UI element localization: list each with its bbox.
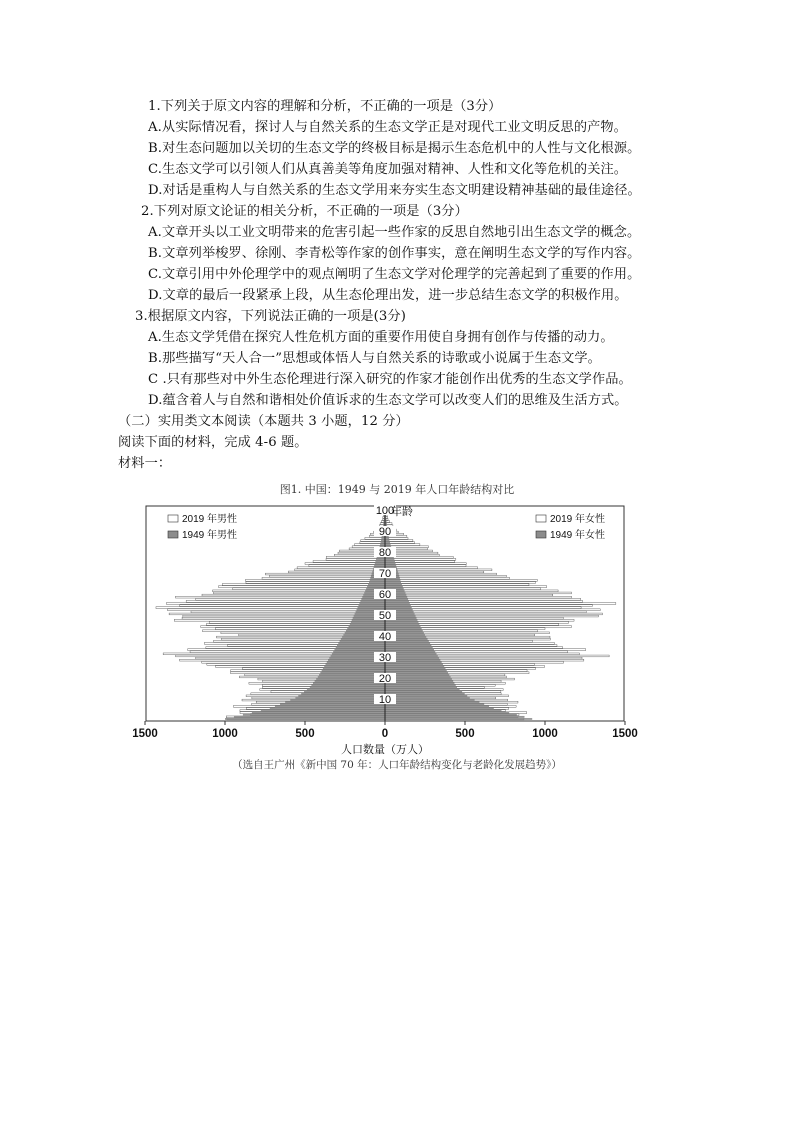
section-heading: （二）实用类文本阅读（本题共 3 小题，12 分） (118, 414, 409, 429)
bar-1949-female (385, 582, 401, 584)
chart-title: 图1. 中国：1949 与 2019 年人口年龄结构对比 (279, 483, 515, 496)
bar-1949-female (385, 716, 525, 718)
bar-2019-male (156, 607, 385, 609)
bar-2019-female (385, 563, 466, 565)
bar-1949-female (385, 563, 396, 565)
bar-1949-female (385, 710, 501, 712)
bar-2019-male (214, 592, 385, 594)
bar-1949-female (385, 705, 489, 707)
bar-1949-female (385, 603, 410, 605)
bar-2019-male (175, 596, 385, 598)
bar-1949-male (369, 582, 385, 584)
bar-2019-male (313, 561, 385, 563)
bar-1949-male (304, 691, 385, 693)
chart-source-caption: （选自王广州《新中国 70 年：人口年龄结构变化与老龄化发展趋势》） (232, 759, 562, 771)
bar-2019-male (309, 565, 385, 567)
bar-1949-male (367, 586, 385, 588)
bar-2019-female (385, 613, 602, 615)
bar-2019-female (385, 598, 581, 600)
bar-1949-male (381, 542, 385, 544)
bar-1949-male (357, 607, 385, 609)
bar-2019-female (385, 558, 456, 560)
bar-1949-male (275, 705, 385, 707)
bar-1949-female (385, 687, 457, 689)
bar-2019-male (219, 586, 385, 588)
bar-2019-male (295, 569, 385, 571)
x-tick-label: 1500 (612, 728, 638, 740)
bar-1949-male (298, 695, 385, 697)
x-tick-label: 0 (381, 728, 389, 740)
bar-1949-female (385, 540, 389, 542)
bar-2019-female (385, 577, 510, 579)
bar-2019-male (265, 573, 385, 575)
bar-2019-male (245, 579, 385, 581)
bar-2019-female (385, 596, 571, 598)
bar-1949-male (295, 697, 385, 699)
bar-1949-male (310, 687, 385, 689)
question-1-option-d: D.对话是重构人与自然关系的生态文学用来夯实生态文明建设精神基础的最佳途径。 (148, 183, 641, 198)
bar-1949-female (385, 584, 402, 586)
bar-2019-male (246, 582, 385, 584)
bar-2019-female (385, 588, 541, 590)
y-tick-label: 50 (378, 610, 392, 622)
bar-1949-female (385, 701, 479, 703)
bar-1949-female (385, 697, 470, 699)
y-tick-label: 60 (378, 589, 392, 601)
bar-1949-female (385, 699, 475, 701)
bar-1949-female (385, 718, 532, 720)
question-1-stem: 1.下列关于原文内容的理解和分析，不正确的一项是（3分） (148, 99, 502, 114)
question-3-option-b: B.那些描写“天人合一”思想或体悟人与自然关系的诗歌或小说属于生态文学。 (148, 351, 601, 366)
bar-2019-female (385, 605, 592, 607)
legend-label: 1949 年男性 (182, 530, 238, 541)
bar-1949-male (325, 663, 385, 665)
bar-1949-female (385, 626, 421, 628)
bar-1949-female (385, 565, 396, 567)
bar-1949-female (385, 712, 509, 714)
bar-2019-male (233, 588, 385, 590)
bar-2019-female (385, 600, 583, 602)
legend-swatch (536, 531, 546, 538)
question-2-option-b: B.文章列举梭罗、徐刚、李青松等作家的创作事实，意在阐明生态文学的写作内容。 (148, 246, 641, 261)
bar-2019-female (385, 615, 598, 617)
bar-1949-female (385, 689, 460, 691)
x-tick-label: 500 (295, 728, 315, 740)
legend-label: 2019 年女性 (550, 514, 606, 525)
bar-2019-male (186, 600, 385, 602)
bar-2019-female (385, 579, 537, 581)
bar-2019-male (288, 571, 385, 573)
question-3-option-a: A.生态文学凭借在探究人性危机方面的重要作用使自身拥有创作与传播的动力。 (148, 330, 614, 345)
legend-label: 2019 年男性 (182, 514, 238, 525)
bar-2019-female (385, 611, 586, 613)
bar-1949-male (336, 647, 385, 649)
bar-1949-female (385, 703, 484, 705)
y-axis-label: 年龄 (391, 506, 413, 518)
bar-1949-female (385, 605, 411, 607)
bar-1949-female (385, 642, 430, 644)
y-tick-label: 20 (378, 673, 392, 685)
legend-swatch (536, 515, 546, 522)
bar-2019-female (385, 567, 478, 569)
bar-1949-male (359, 603, 385, 605)
bar-2019-male (168, 609, 385, 611)
x-tick-label: 1500 (132, 728, 158, 740)
bar-1949-male (368, 584, 385, 586)
bar-1949-female (385, 708, 494, 710)
bar-2019-male (297, 567, 385, 569)
question-3-option-d: D.蕴含着人与自然和谐相处价值诉求的生态文学可以改变人们的思维及生活方式。 (148, 393, 628, 408)
y-tick-label: 100 (375, 505, 395, 517)
bar-1949-male (380, 544, 385, 546)
bar-1949-female (385, 607, 412, 609)
bar-1949-female (385, 544, 391, 546)
bar-2019-female (385, 603, 616, 605)
bar-2019-female (385, 594, 553, 596)
legend-swatch (168, 531, 178, 538)
legend-label: 1949 年女性 (550, 530, 606, 541)
x-tick-label: 1000 (532, 728, 558, 740)
bar-1949-male (290, 699, 385, 701)
bar-1949-male (285, 701, 385, 703)
bar-1949-female (385, 645, 431, 647)
question-1-option-c: C.生态文学可以引领人们从真善美等角度加强对精神、人性和文化等危机的关注。 (148, 162, 628, 177)
bar-1949-male (270, 708, 385, 710)
question-3-stem: 3.根据原文内容，下列说法正确的一项是(3分) (135, 309, 406, 324)
bar-2019-female (385, 592, 571, 594)
bar-1949-male (307, 689, 385, 691)
legend-swatch (168, 515, 178, 522)
bar-1949-female (385, 561, 395, 563)
question-3-option-c: C .只有那些对中外生态伦理进行深入研究的作家才能创作出优秀的生态文学作品。 (148, 372, 632, 387)
bar-2019-male (166, 603, 385, 605)
bar-2019-female (385, 571, 484, 573)
bar-1949-male (301, 693, 385, 695)
x-tick-label: 1000 (212, 728, 238, 740)
bar-1949-female (385, 670, 447, 672)
bar-2019-male (180, 605, 385, 607)
bar-2019-male (269, 575, 385, 577)
bar-1949-female (385, 628, 422, 630)
bar-1949-male (358, 605, 385, 607)
bar-1949-male (252, 712, 385, 714)
bar-1949-male (311, 684, 385, 686)
question-1-option-a: A.从实际情况看，探讨人与自然关系的生态文学正是对现代工业文明反思的产物。 (148, 120, 627, 135)
bar-1949-male (381, 540, 385, 542)
bar-1949-female (385, 684, 456, 686)
bar-1949-male (374, 565, 385, 567)
x-tick-label: 500 (455, 728, 475, 740)
bar-2019-male (213, 590, 385, 592)
bar-2019-male (196, 598, 385, 600)
bar-1949-male (243, 714, 385, 716)
bar-1949-male (225, 718, 385, 720)
bar-1949-male (350, 624, 385, 626)
bar-1949-male (323, 668, 385, 670)
bar-2019-female (385, 565, 466, 567)
question-2-option-a: A.文章开头以工业文明带来的危害引起一些作家的反思自然地引出生态文学的概念。 (148, 225, 641, 240)
y-tick-label: 40 (378, 631, 392, 643)
population-pyramid-chart (118, 500, 638, 756)
bar-2019-female (385, 569, 492, 571)
bar-1949-female (385, 693, 465, 695)
bar-1949-male (375, 563, 385, 565)
bar-2019-male (305, 563, 385, 565)
bar-1949-female (385, 647, 433, 649)
bar-1949-male (347, 628, 385, 630)
bar-1949-female (385, 624, 419, 626)
y-tick-label: 90 (378, 526, 392, 538)
bar-2019-female (385, 573, 497, 575)
bar-2019-female (385, 582, 536, 584)
bar-1949-male (375, 561, 385, 563)
bar-2019-female (385, 584, 529, 586)
bar-2019-female (385, 590, 558, 592)
bar-1949-male (337, 645, 385, 647)
material-label: 材料一： (118, 456, 172, 471)
bar-1949-male (334, 649, 385, 651)
bar-2019-male (262, 577, 385, 579)
bar-1949-male (280, 703, 385, 705)
bar-1949-male (349, 626, 385, 628)
bar-2019-male (169, 613, 385, 615)
bar-2019-female (385, 561, 455, 563)
question-2-stem: 2.下列对原文论证的相关分析，不正确的一项是（3分） (141, 204, 468, 219)
bar-2019-female (385, 586, 547, 588)
bar-1949-female (385, 649, 434, 651)
bar-1949-male (261, 710, 385, 712)
bar-1949-female (385, 695, 467, 697)
bar-1949-male (322, 670, 385, 672)
bar-1949-female (385, 663, 443, 665)
bar-2019-male (222, 584, 385, 586)
y-tick-label: 10 (378, 694, 392, 706)
bar-1949-female (385, 691, 462, 693)
question-2-option-d: D.文章的最后一段紧承上段，从生态伦理出发，进一步总结生态文学的积极作用。 (148, 288, 628, 303)
bar-1949-male (324, 666, 385, 668)
bar-2019-female (385, 575, 506, 577)
bar-1949-female (385, 666, 444, 668)
bar-1949-female (385, 668, 445, 670)
bar-1949-female (385, 714, 517, 716)
y-tick-label: 30 (378, 652, 392, 664)
y-tick-label: 80 (378, 547, 392, 559)
y-tick-label: 70 (378, 568, 392, 580)
bar-1949-male (234, 716, 385, 718)
bar-2019-male (202, 594, 385, 596)
question-1-option-b: B.对生态问题加以关切的生态文学的终极目标是揭示生态危机中的人性与文化根源。 (148, 141, 641, 156)
section-instruction: 阅读下面的材料，完成 4-6 题。 (118, 435, 308, 450)
question-2-option-c: C.文章引用中外伦理学中的观点阐明了生态文学对伦理学的完善起到了重要的作用。 (148, 267, 641, 282)
bar-2019-female (385, 609, 600, 611)
bar-2019-female (385, 607, 581, 609)
bar-1949-female (385, 542, 390, 544)
bar-1949-female (385, 586, 403, 588)
x-axis-label: 人口数量（万人） (341, 744, 429, 756)
